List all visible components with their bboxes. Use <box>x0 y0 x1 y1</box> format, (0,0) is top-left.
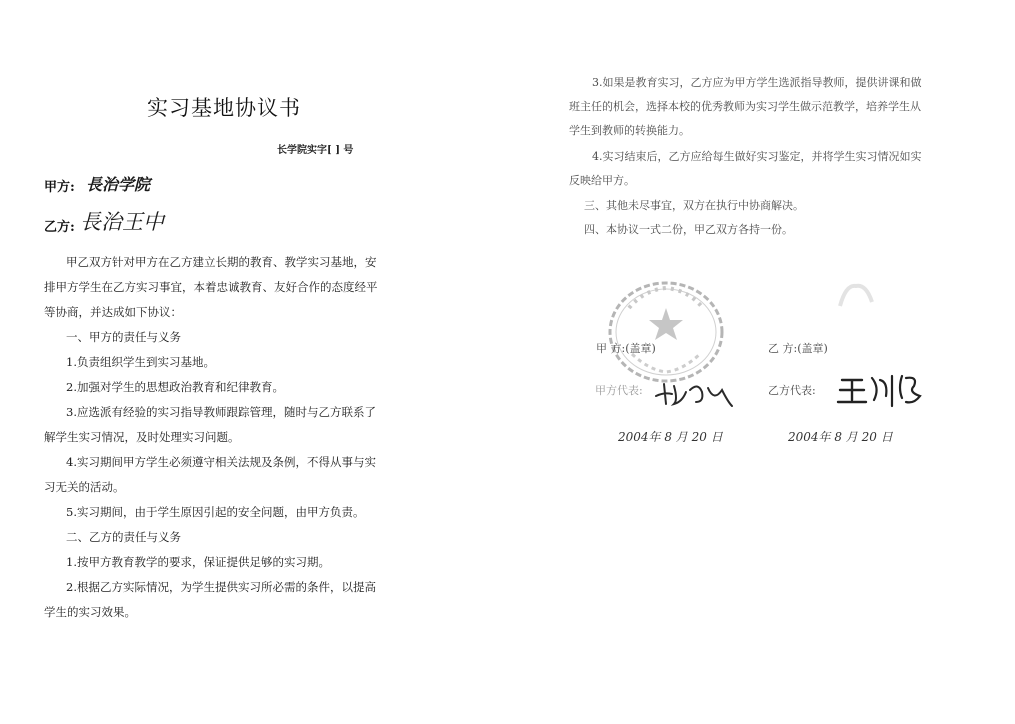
faded-seal-trace-icon <box>836 280 876 312</box>
section-2-heading: 二、乙方的责任与义务 <box>66 530 181 544</box>
party-a-label: 甲方: <box>44 180 75 195</box>
clause-4: 四、本协议一式二份，甲乙双方各持一份。 <box>584 223 793 236</box>
party-b-item-2-line-2: 学生的实习效果。 <box>44 605 136 619</box>
party-a-item-3-line-1: 3.应选派有经验的实习指导教师跟踪管理，随时与乙方联系了 <box>66 405 376 419</box>
party-a-seal-label: 甲 方:(盖章) <box>596 342 656 355</box>
party-b-item-3-line-2: 班主任的机会，选择本校的优秀教师为实习学生做示范教学，培养学生从 <box>569 100 921 113</box>
party-b-item-4-line-1: 4.实习结束后，乙方应给每生做好实习鉴定，并将学生实习情况如实 <box>592 150 922 163</box>
party-a-signature-icon <box>652 372 738 414</box>
document-title: 实习基地协议书 <box>147 96 301 120</box>
party-a-item-3-line-2: 解学生实习情况，及时处理实习问题。 <box>44 430 240 444</box>
section-1-heading: 一、甲方的责任与义务 <box>66 330 181 344</box>
party-b-date: 2004年 8 月 20 日 <box>788 430 893 444</box>
party-a-item-1: 1.负责组织学生到实习基地。 <box>66 355 215 369</box>
party-a-item-4-line-1: 4.实习期间甲方学生必须遵守相关法规及条例，不得从事与实 <box>66 455 376 469</box>
clause-3: 三、其他未尽事宜，双方在执行中协商解决。 <box>584 199 804 212</box>
party-a-item-5: 5.实习期间，由于学生原因引起的安全问题，由甲方负责。 <box>66 505 365 519</box>
party-b-representative-label: 乙方代表: <box>768 384 816 397</box>
party-b-item-2-line-1: 2.根据乙方实际情况，为学生提供实习所必需的条件，以提高 <box>66 580 376 594</box>
party-b-signature-icon <box>836 370 926 414</box>
party-a-date: 2004年 8 月 20 日 <box>618 430 723 444</box>
party-a-item-2: 2.加强对学生的思想政治教育和纪律教育。 <box>66 380 284 394</box>
party-b-handwritten: 長治王中 <box>80 210 164 234</box>
party-b-label: 乙方: <box>44 220 75 235</box>
official-seal-icon <box>604 278 728 386</box>
party-b-item-3-line-1: 3.如果是教育实习，乙方应为甲方学生选派指导教师，提供讲课和做 <box>592 76 922 89</box>
party-b-item-1: 1.按甲方教育教学的要求，保证提供足够的实习期。 <box>66 555 330 569</box>
party-a-handwritten: 長治学院 <box>86 175 151 194</box>
party-b-item-3-line-3: 学生到教师的转换能力。 <box>569 124 690 137</box>
party-b-item-4-line-2: 反映给甲方。 <box>569 174 635 187</box>
document-number: 长学院实字[ ] 号 <box>277 145 354 156</box>
intro-line-3: 等协商，并达成如下协议： <box>44 305 182 319</box>
party-a-representative-label: 甲方代表: <box>595 384 643 397</box>
party-b-seal-label: 乙 方:(盖章) <box>768 342 828 355</box>
party-a-item-4-line-2: 习无关的活动。 <box>44 480 125 494</box>
intro-line-1: 甲乙双方针对甲方在乙方建立长期的教育、教学实习基地，安 <box>66 255 377 269</box>
intro-line-2: 排甲方学生在乙方实习事宜，本着忠诚教育、友好合作的态度经平 <box>44 280 378 294</box>
